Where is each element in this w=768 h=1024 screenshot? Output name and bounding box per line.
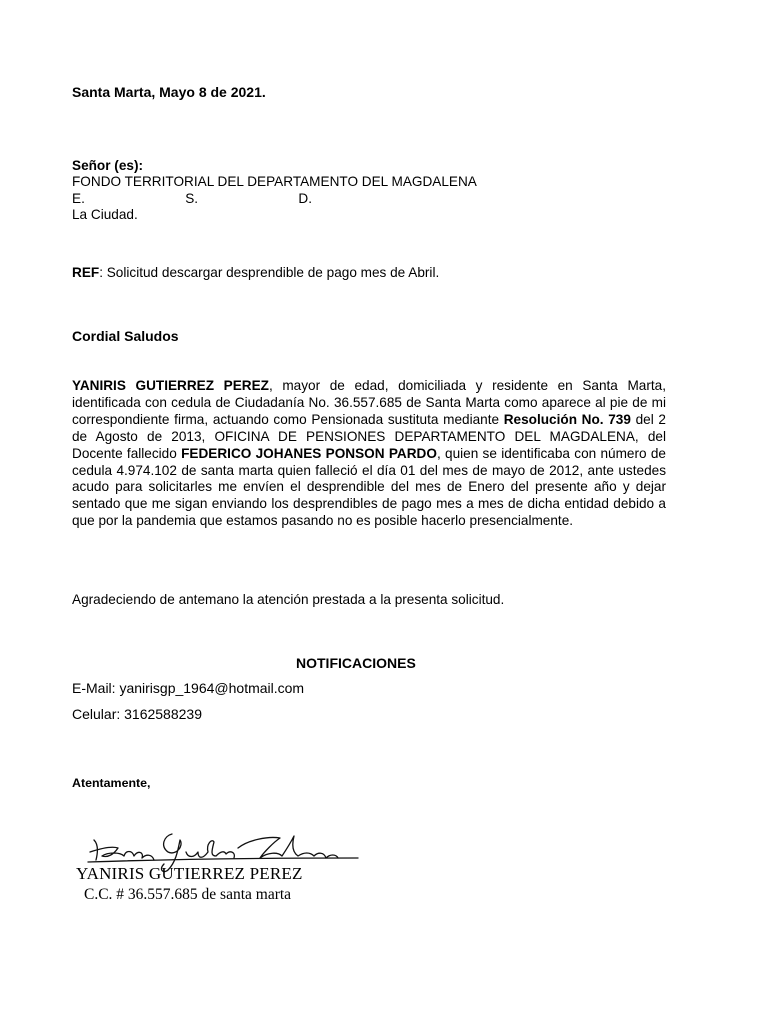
notifications-email: E-Mail: yanirisgp_1964@hotmail.com: [72, 680, 305, 696]
esd-line: [72, 191, 312, 207]
esd-e: E.: [72, 190, 85, 206]
closing: Atentamente,: [72, 776, 151, 790]
body-text-2: del 2 de Agosto de 2013, OFICINA DE PENSIONES DEPARTAMENTO DEL MAGDALENA, del Docente fallecido: [72, 411, 666, 461]
body-sender-name: YANIRIS GUTIERREZ PEREZ: [72, 378, 269, 393]
notifications-phone: Celular: 3162588239: [72, 706, 202, 722]
signature-name: YANIRIS GUTIERREZ PEREZ: [76, 864, 303, 883]
thanks-paragraph: Agradeciendo de antemano la atención prestada a la presenta solicitud.: [72, 592, 505, 607]
signature-block: [68, 822, 368, 914]
signature-id-line: C.C. # 36.557.685 de santa marta: [84, 886, 292, 903]
recipient-organization: FONDO TERRITORIAL DEL DEPARTAMENTO DEL MAGDALENA: [72, 174, 477, 190]
esd-s: S.: [185, 190, 199, 206]
date-line: Santa Marta, Mayo 8 de 2021.: [72, 84, 266, 100]
recipient-block: [72, 158, 592, 224]
body-deceased-name: FEDERICO JOHANES PONSON PARDO: [181, 445, 437, 461]
notifications-title: NOTIFICACIONES: [296, 655, 416, 671]
body-resolution: Resolución No. 739: [503, 411, 631, 427]
ref-text: : Solicitud descargar desprendible de pago mes de Abril.: [99, 265, 440, 280]
letter-body: [72, 378, 666, 530]
recipient-salutation: Señor (es):: [72, 158, 144, 173]
reference-line: [72, 265, 522, 281]
ref-label: REF: [72, 265, 100, 280]
recipient-city: La Ciudad.: [72, 207, 138, 223]
body-text-1: , mayor de edad, domiciliada y residente en Santa Marta, identificada con cedula de Ciudadanía No. 36.557.685 de Santa Marta como aparece al pie de mi correspondiente firma, actuando como Pensionada sustituta mediante: [72, 378, 666, 427]
greeting: Cordial Saludos: [72, 328, 179, 344]
esd-d: D.: [298, 190, 312, 206]
body-text-3: , quien se identificaba con número de cedula 4.974.102 de santa marta quien falleció el día 01 del mes de mayo de 2012, ante ustedes acudo para solicitarles me envíen el desprendible del mes de Enero del presente año y dejar sentado que me sigan enviando los desprendibles de pago mes a mes de dicha entidad debido a que por la pandemia que estamos pasando no es posible hacerlo presencialmente.: [72, 445, 666, 529]
